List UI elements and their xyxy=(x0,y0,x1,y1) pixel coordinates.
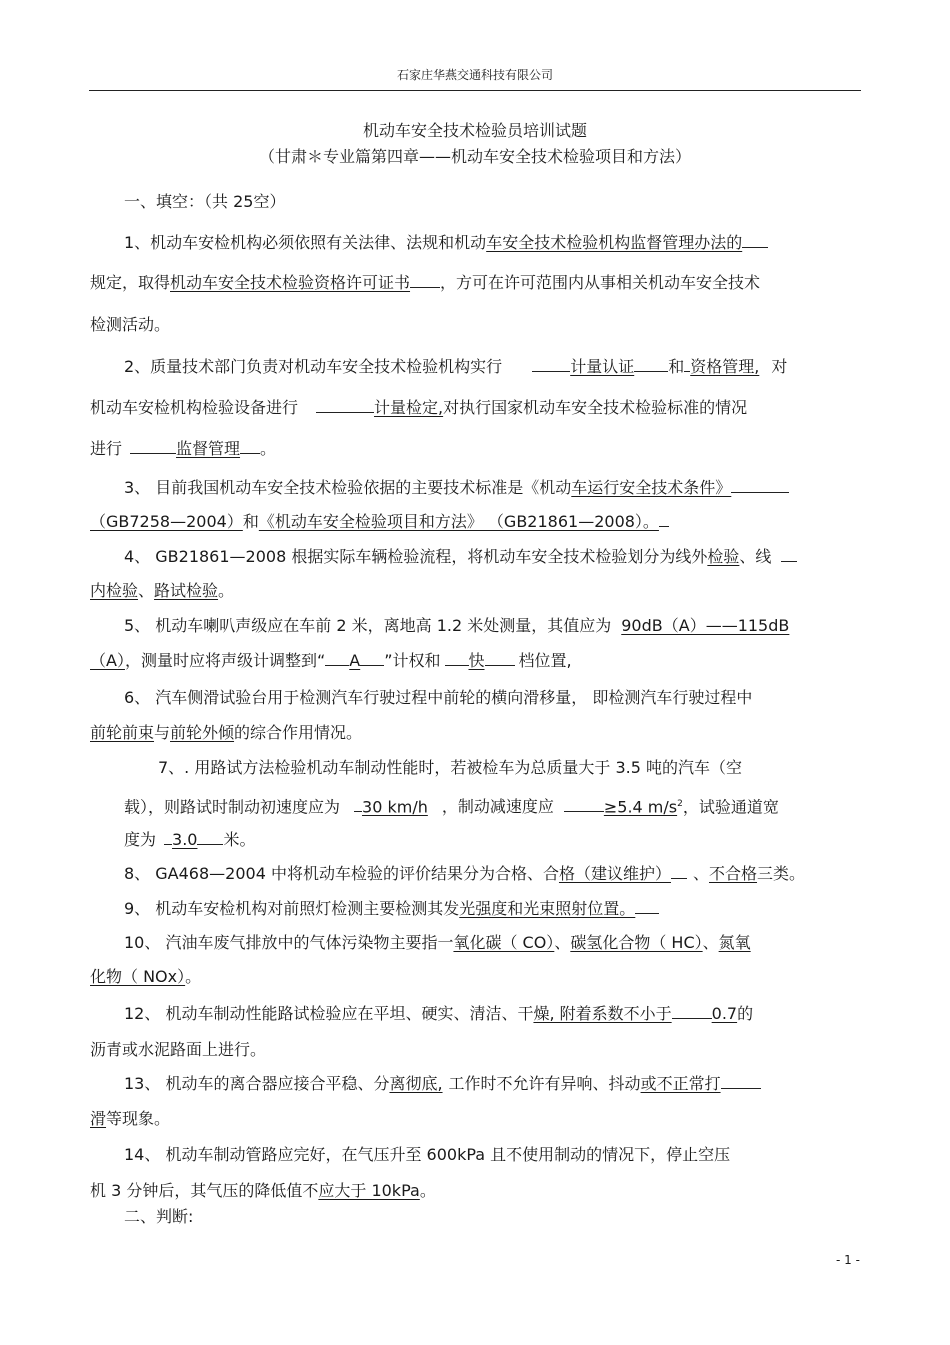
question-2-line-3: 进行 监督管理 。 xyxy=(90,439,277,458)
question-2-line-2: 机动车安检机构检验设备进行 计量检定,对执行国家机动车安全技术检验标准的情况 xyxy=(90,398,748,417)
answer-blank: 前轮外倾 xyxy=(170,723,235,742)
question-4-line-2: 内检验、路试检验。 xyxy=(90,581,235,600)
answer-blank: 光强度和光束照射位置。 xyxy=(459,899,636,918)
question-3-line-2: （GB7258—2004）和《机动车安全检验项目和方法》 （GB21861—2008）。 xyxy=(90,511,669,533)
question-6-line-2: 前轮前束与前轮外倾的综合作用情况。 xyxy=(90,723,363,742)
page-number: - 1 - xyxy=(836,1253,860,1267)
answer-blank: 监督管理 xyxy=(176,439,241,458)
document-subtitle: （甘肃＊专业篇第四章——机动车安全技术检验项目和方法） xyxy=(258,147,691,166)
answer-blank: （A） xyxy=(90,651,125,670)
answer-blank: 路试检验 xyxy=(154,581,219,600)
answer-blank: 离彻底, xyxy=(389,1074,443,1093)
answer-blank: 前轮前束 xyxy=(90,723,155,742)
question-3-line-1: 3、 目前我国机动车安全技术检验依据的主要技术标准是《机动车运行安全技术条件》 xyxy=(124,477,789,499)
answer-blank: 化物（ NOx） xyxy=(90,967,186,986)
question-7-line-2: 载），则路试时制动初速度应为 30 km/h ，制动减速度应 ≥5.4 $m/s^2$，试验通道宽 xyxy=(124,797,779,817)
question-10-line-1: 10、 汽油车废气排放中的气体污染物主要指一氧化碳（ CO）、碳氢化合物（ HC）、氮氧 xyxy=(124,933,751,952)
question-1-line-2: 规定，取得机动车安全技术检验资格许可证书 ，方可在许可范围内从事相关机动车安全技术 xyxy=(90,273,761,292)
answer-blank: 或不正常打 xyxy=(640,1074,721,1093)
question-7-line-3: 度为 3.0 米。 xyxy=(124,830,256,849)
question-6-line-1: 6、 汽车侧滑试验台用于检测汽车行驶过程中前轮的横向滑移量， 即检测汽车行驶过程中 xyxy=(124,688,753,707)
header-divider xyxy=(89,90,861,91)
question-10-line-2: 化物（ NOx）。 xyxy=(90,967,202,986)
question-14-line-2: 机 3 分钟后，其气压的降低值不应大于 10kPa。 xyxy=(90,1181,436,1200)
question-7-line-1: 7、. 用路试方法检验机动车制动性能时，若被检车为总质量大于 3.5 吨的汽车（空 xyxy=(158,758,742,777)
question-5-line-1: 5、 机动车喇叭声级应在车前 2 米，离地高 1.2 米处测量，其值应为 90dB（A）——115dB xyxy=(124,616,790,635)
question-14-line-1: 14、 机动车制动管路应完好，在气压升至 600kPa 且不使用制动的情况下，停止空压 xyxy=(124,1145,731,1164)
question-12-line-2: 沥青或水泥路面上进行。 xyxy=(90,1040,267,1059)
answer-blank: 快 xyxy=(468,651,485,670)
page-header-company: 石家庄华燕交通科技有限公司 xyxy=(396,68,553,82)
question-9: 9、 机动车安检机构对前照灯检测主要检测其发光强度和光束照射位置。 xyxy=(124,898,659,920)
answer-blank: 碳氢化合物（ HC） xyxy=(570,933,703,952)
question-2-line-1: 2、质量技术部门负责对机动车安全技术检验机构实行 计量认证 和 资格管理, 对 xyxy=(124,357,788,376)
question-12-line-1: 12、 机动车制动性能路试检验应在平坦、硬实、清洁、干燥, 附着系数不小于 0.7的 xyxy=(124,1004,754,1023)
answer-blank: 《机动车安全检验项目和方法》 （GB21861—2008）。 xyxy=(258,512,659,531)
question-13-line-1: 13、 机动车的离合器应接合平稳、分离彻底, 工作时不允许有异响、抖动或不正常打 xyxy=(124,1073,761,1095)
question-5-line-2: （A），测量时应将声级计调整到“ A ”计权和 快 档位置, xyxy=(90,651,572,670)
answer-blank: 车安全技术检验机构监督管理办法的 xyxy=(486,233,743,252)
answer-blank: 3.0 xyxy=(172,830,198,849)
answer-blank: 机动车安全技术检验资格许可证书 xyxy=(170,273,411,292)
answer-blank: 计量认证 xyxy=(570,357,635,376)
section-judgment-heading: 二、判断: xyxy=(124,1207,194,1226)
answer-blank: 资格管理, xyxy=(690,357,760,376)
question-1-line-3: 检测活动。 xyxy=(90,315,171,334)
answer-blank: 应大于 10kPa xyxy=(318,1181,420,1200)
question-13-line-2: 滑等现象。 xyxy=(90,1109,171,1128)
answer-blank: 车运行安全技术条件》 xyxy=(571,478,732,497)
answer-blank: 90dB（A）——115dB xyxy=(621,616,790,635)
answer-blank: ≥5.4 m/s xyxy=(603,797,678,817)
answer-blank: 不合格 xyxy=(709,864,758,883)
answer-blank: 滑 xyxy=(90,1109,107,1128)
answer-blank: （GB7258—2004） xyxy=(90,512,243,531)
answer-blank: 氮氧 xyxy=(718,933,751,952)
question-1-line-1: 1、机动车安检机构必须依照有关法律、法规和机动车安全技术检验机构监督管理办法的 xyxy=(124,232,768,254)
document-title: 机动车安全技术检验员培训试题 xyxy=(362,121,587,140)
question-4-line-1: 4、 GB21861—2008 根据实际车辆检验流程，将机动车安全技术检验划分为线外检验、线 xyxy=(124,546,797,568)
answer-blank: 检验 xyxy=(707,547,740,566)
answer-blank: 0.7 xyxy=(711,1004,738,1023)
answer-blank: 内检验 xyxy=(90,581,139,600)
answer-blank: 30 km/h xyxy=(362,797,428,817)
section-fill-blank-heading: 一、填空：（共 25空） xyxy=(124,192,286,211)
answer-blank: A xyxy=(349,651,361,670)
question-8: 8、 GA468—2004 中将机动车检验的评价结果分为合格、合格（建议维护） 、不合格三类。 xyxy=(124,864,806,883)
answer-blank: 氧化碳（ CO） xyxy=(453,933,555,952)
answer-blank: 计量检定, xyxy=(374,398,444,417)
answer-blank: 格（建议维护） xyxy=(558,864,671,883)
answer-blank: 燥, 附着系数不小于 xyxy=(533,1004,672,1023)
